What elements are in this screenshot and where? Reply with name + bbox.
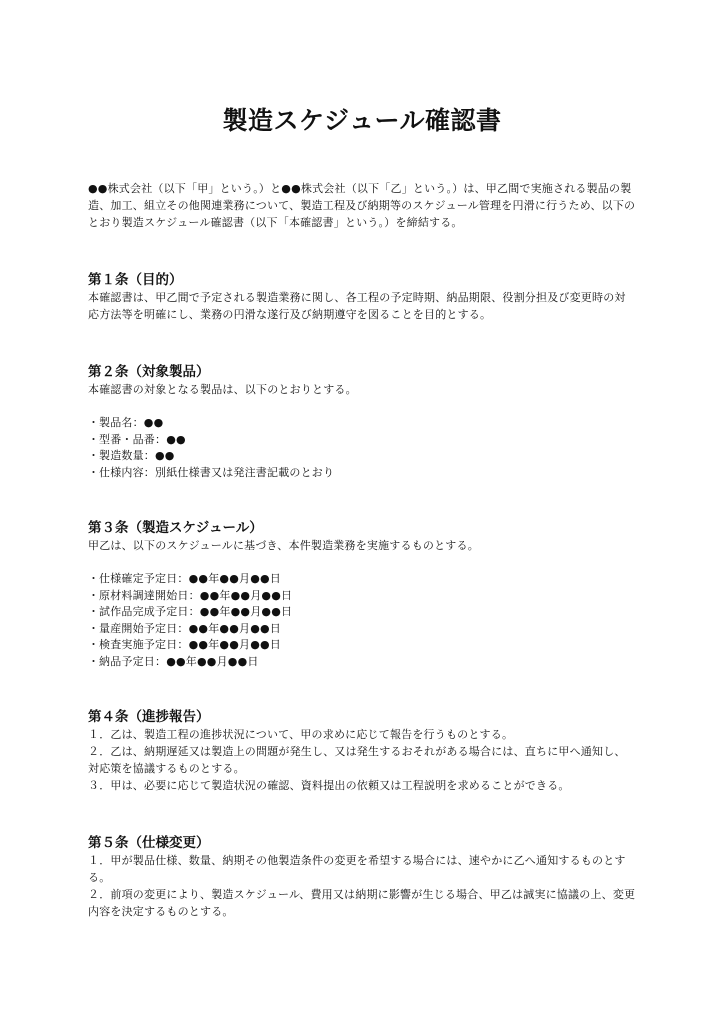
- product-list: [88, 415, 636, 481]
- list-item: ・試作品完成予定日：●●年●●月●●日: [88, 604, 636, 621]
- article-5-clause-2: ２．前項の変更により、製造スケジュール、費用又は納期に影響が生じる場合、甲乙は誠実に協議の上、変更内容を決定するものとする。: [88, 888, 636, 918]
- bullet-glyph: ・: [88, 621, 100, 635]
- document-title: 製造スケジュール確認書: [222, 106, 502, 135]
- article-3: [88, 519, 636, 670]
- list-item: ・製品名：●●: [88, 415, 636, 432]
- article-2-heading: 第２条（対象製品）: [88, 364, 210, 380]
- bullet-glyph: ・: [88, 432, 100, 446]
- article-4-clause-1: １．乙は、製造工程の進捗状況について、甲の求めに応じて報告を行うものとする。: [88, 728, 514, 741]
- list-item: ・仕様内容：別紙仕様書又は発注書記載のとおり: [88, 465, 636, 482]
- bullet-glyph: ・: [88, 572, 100, 585]
- bullet-glyph: ・: [88, 605, 100, 618]
- article-4-clause-3: ３．甲は、必要に応じて製造状況の確認、資料提出の依頼又は工程説明を求めることができる。: [88, 779, 570, 792]
- schedule-list: [88, 571, 636, 670]
- list-item: ・量産開始予定日：●●年●●月●●日: [88, 621, 636, 638]
- list-item: ・検査実施予定日：●●年●●月●●日: [88, 637, 636, 654]
- article-3-heading: 第３条（製造スケジュール）: [88, 520, 263, 536]
- article-1-body: 本確認書は、甲乙間で予定される製造業務に関し、各工程の予定時期、納品期限、役割分担及び変更時の対応方法等を明確にし、業務の円滑な遂行及び納期遵守を図ることを目的とする。: [88, 291, 626, 321]
- list-item: ・仕様確定予定日：●●年●●月●●日: [88, 571, 636, 588]
- article-4-clause-2: ２．乙は、納期遅延又は製造上の問題が発生し、又は発生するおそれがある場合には、直ちに甲へ通知し、対応策を協議するものとする。: [88, 745, 626, 775]
- list-item: ・納品予定日：●●年●●月●●日: [88, 654, 636, 671]
- article-5: [88, 834, 636, 920]
- bullet-glyph: ・: [88, 588, 100, 602]
- article-1-heading: 第１条（目的）: [88, 272, 183, 288]
- list-item: ・原材料調達開始日：●●年●●月●●日: [88, 588, 636, 605]
- article-5-heading: 第５条（仕様変更）: [88, 835, 210, 851]
- bullet-glyph: ・: [88, 416, 100, 429]
- article-4: [88, 708, 636, 794]
- article-3-body: 甲乙は、以下のスケジュールに基づき、本件製造業務を実施するものとする。: [88, 539, 479, 552]
- list-item: ・型番・品番：●●: [88, 432, 636, 449]
- bullet-glyph: ・: [88, 638, 100, 651]
- list-item: ・製造数量：●●: [88, 448, 636, 465]
- article-2: [88, 363, 636, 481]
- bullet-glyph: ・: [88, 654, 100, 668]
- article-2-body: 本確認書の対象となる製品は、以下のとおりとする。: [88, 383, 357, 396]
- article-1: [88, 271, 636, 323]
- article-5-clause-1: １．甲が製品仕様、数量、納期その他製造条件の変更を希望する場合には、速やかに乙へ通知するものとする。: [88, 854, 626, 884]
- preamble-paragraph: ●●株式会社（以下「甲」という。）と●●株式会社（以下「乙」という。）は、甲乙間で実施される製品の製造、加工、組立その他関連業務について、製造工程及び納期等のスケジュール管理を円滑に行うため、以下のとおり製造スケジュール確認書（以下「本確認書」という。）を締結する。: [88, 182, 636, 229]
- bullet-glyph: ・: [88, 449, 100, 462]
- article-4-heading: 第４条（進捗報告）: [88, 709, 210, 725]
- bullet-glyph: ・: [88, 465, 100, 479]
